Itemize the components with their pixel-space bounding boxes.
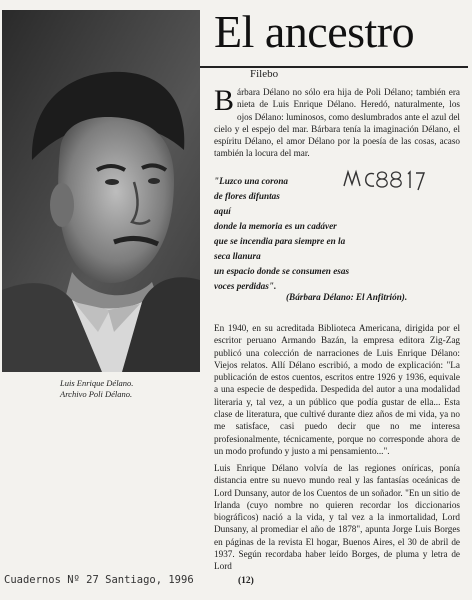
article-title: El ancestro [214,6,415,57]
poem-line: voces perdidas". [214,281,277,291]
poem-line: un espacio donde se consumen esas [214,266,350,276]
paragraph-viejos-relatos: En 1940, en su acreditada Biblioteca Americana, dirigida por el escritor peruano Armando Bazán, la empresa editora Zig-Zag publicó una colección de narraciones de Luis Enrique Délano: Viejos relatos. Allí Délano escribió, a modo de explicación: "La publicación de estos cuentos, escritos entre 1926 y 1936, equivale a una especie de despedida. Despedida del autor a una modalidad literaria y, tal vez, a un público que podía gustar de ella... Esta clase de literatura, que cultivé durante diez años de mi vida, ya no me satisface, casi puedo decir que no me interesa profesionalmente, técnicamente, porque no corresponde ahora de un modo profundo y justo a mi pensamiento...". [214,323,460,456]
poem-source: (Bárbara Délano: El Anfitrión). [286,292,408,302]
portrait-image [2,10,200,372]
paragraph-intro-text: árbara Délano no sólo era hija de Poli Délano; también era nieta de Luis Enrique Délano. Heredó, naturalmente, los ojos Délano: luminosos, como deslumbrados ante el azul del cielo y el espejo del mar. Bárbara tenía la imaginación Délano, el espíritu Délano, el amor Délano por la poesía de las cosas, acaso también la locura del mar. [214,87,460,159]
photo-caption [60,378,180,400]
page-number: (12) [238,576,254,586]
publication-footer: Cuadernos Nº 27 Santiago, 1996 [4,574,194,586]
paragraph-dunsany: Luis Enrique Délano volvía de las regiones oníricas, ponía distancia entre su nuevo mundo real y las fantasías oceánicas de Lord Dunsany, autor de los Cuentos de un soñador. "En un sitio de Irlanda (cuyo nombre no quieren recordar los diccionarios biográficos) nació a la vida, y tal vez a la inmortalidad, Lord Dunsany, al promediar el año de 1878", apunta Jorge Luis Borges en páginas de la revista El hogar, Buenos Aires, el 30 de abril de 1937. Según recordaba haber leído Borges, de pluma y letra de Lord [214,463,460,572]
caption-line-1: Luis Enrique Délano. [60,378,134,388]
article-author: Filebo [250,68,279,80]
poem-line: seca llanura [214,251,261,261]
caption-line-2: Archivo Poli Délano. [60,389,133,399]
title-divider [200,66,468,68]
portrait-photo [2,10,200,372]
drop-cap: B [214,84,235,117]
poem-line: aquí [214,206,231,216]
poem-line: donde la memoria es un cadáver [214,221,337,231]
poem-line: de flores difuntas [214,191,280,201]
poem-quote [214,174,414,294]
poem-line: "Luzco una corona [214,176,289,186]
poem-line: que se incendia para siempre en la [214,236,346,246]
paragraph-intro [214,86,460,160]
